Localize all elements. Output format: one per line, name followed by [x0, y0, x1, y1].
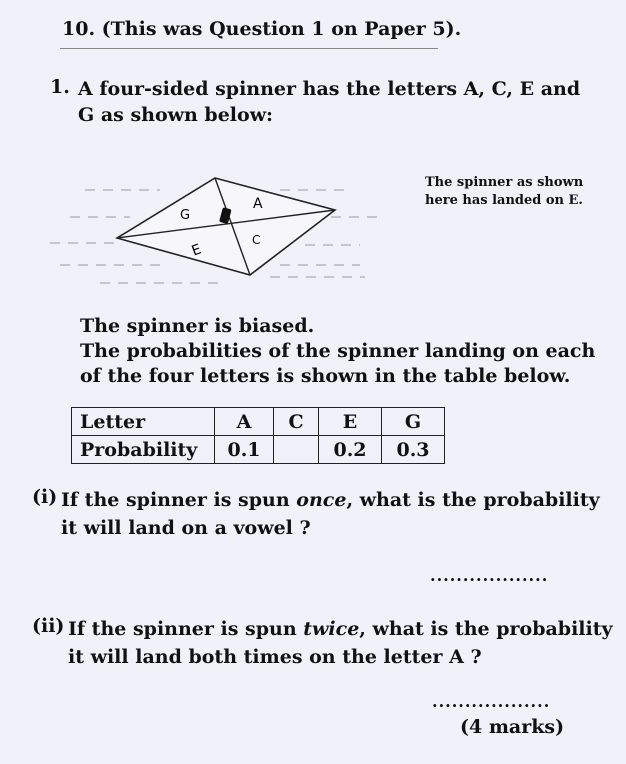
part-ii-before: If the spinner is spun	[68, 618, 297, 640]
spinner-label-c: C	[252, 233, 261, 247]
spinner-note: The spinner as shown here has landed on E.	[425, 175, 584, 208]
answer-line-2: ..................	[432, 692, 551, 711]
spinner-label-a: A	[253, 196, 263, 212]
question-heading: 10. (This was Question 1 on Paper 5).	[62, 18, 462, 40]
probability-table	[71, 407, 445, 464]
bias-text	[80, 314, 610, 389]
table-row-letters	[72, 408, 445, 436]
question-intro: A four-sided spinner has the letters A, C, E and G as shown below:	[78, 78, 581, 126]
part-ii-question	[68, 615, 613, 671]
bias-line-2: The probabilities of the spinner landing on each of the four letters is shown in the table below.	[80, 340, 596, 387]
question-number: 1.	[50, 76, 70, 98]
part-ii-emphasis: twice	[303, 618, 360, 640]
spinner-label-g: G	[180, 208, 191, 223]
table-row-probabilities	[72, 436, 445, 464]
marks-label: (4 marks)	[460, 716, 565, 738]
letter-cell-c: C	[274, 408, 319, 436]
spinner-label-e: E	[189, 241, 204, 260]
answer-line-1: ..................	[430, 566, 549, 585]
bias-line-1: The spinner is biased.	[80, 315, 315, 337]
part-i-label: (i)	[32, 486, 58, 508]
part-i-emphasis: once	[296, 489, 347, 511]
prob-cell-a: 0.1	[215, 436, 274, 464]
part-ii-label: (ii)	[32, 615, 65, 637]
prob-cell-e: 0.2	[319, 436, 382, 464]
letter-cell-g: G	[382, 408, 445, 436]
letter-cell-a: A	[215, 408, 274, 436]
spinner-shape	[117, 178, 335, 275]
part-i-before: If the spinner is spun	[61, 489, 290, 511]
spinner-diagram	[40, 165, 380, 305]
row-header-probability: Probability	[72, 436, 215, 464]
row-header-letter: Letter	[72, 408, 215, 436]
part-i-question	[61, 486, 606, 542]
letter-cell-e: E	[319, 408, 382, 436]
prob-cell-c	[274, 436, 319, 464]
prob-cell-g: 0.3	[382, 436, 445, 464]
part-ii-after: , what is the probability it will land both times on the letter A ?	[68, 618, 613, 668]
heading-rule	[60, 48, 438, 49]
part-i-after: , what is the probability it will land on a vowel ?	[61, 489, 600, 539]
